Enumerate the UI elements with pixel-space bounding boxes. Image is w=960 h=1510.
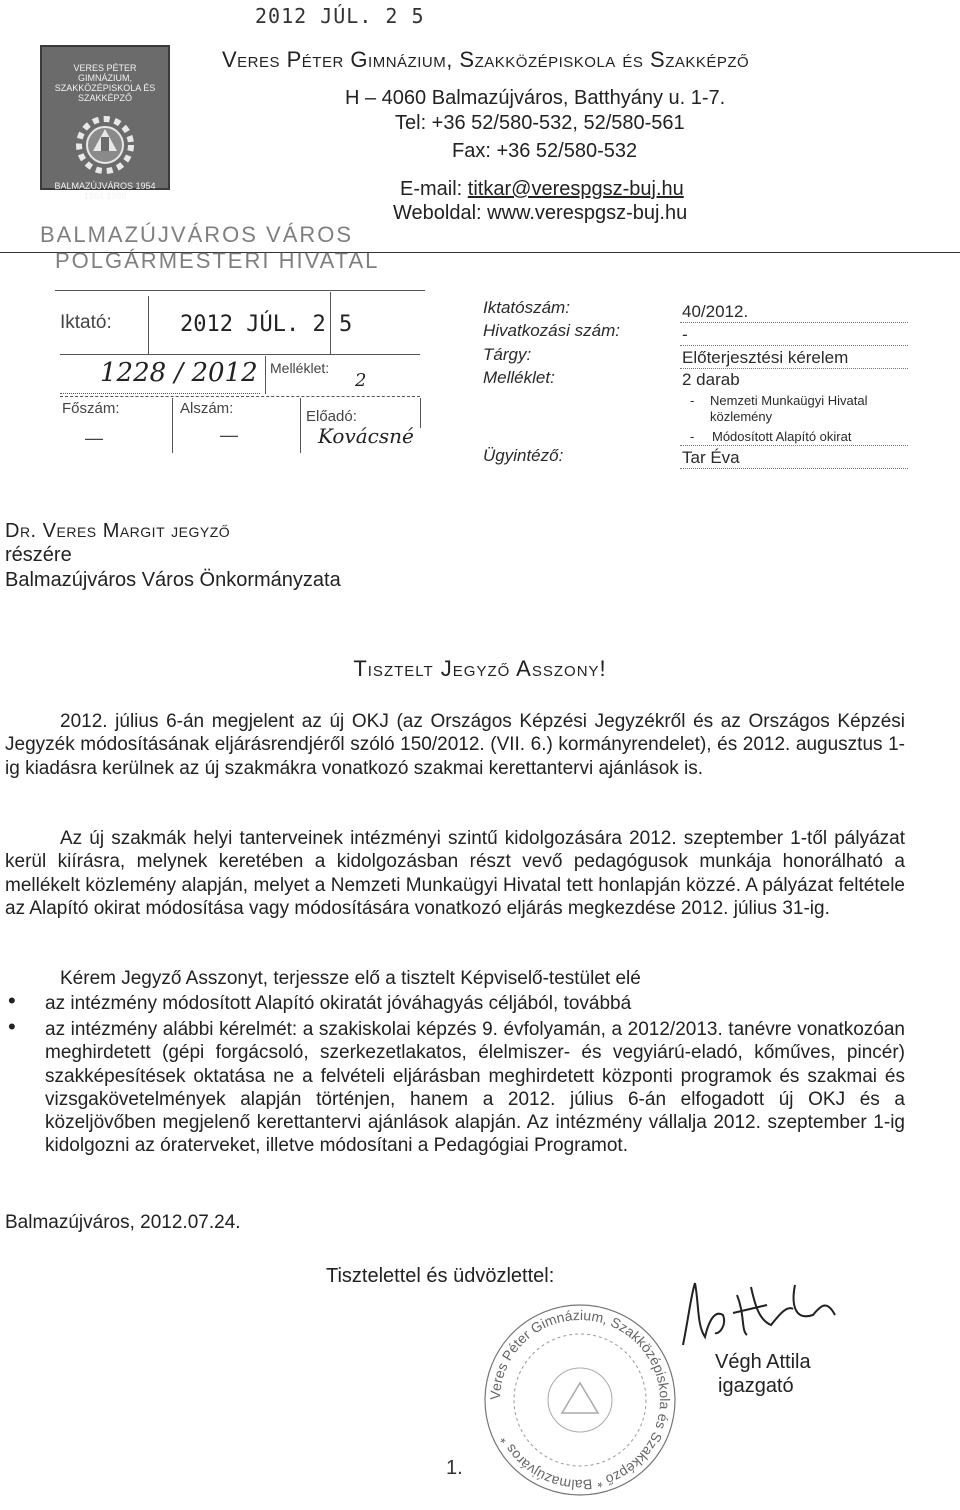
received-stamp-office: POLGÁRMESTERI HIVATAL — [55, 248, 380, 273]
recipient-resz: részére — [5, 544, 72, 566]
iktato-label: Iktató: — [60, 312, 112, 333]
school-phone: Tel: +36 52/580-532, 52/580-561 — [395, 112, 685, 134]
meta-line — [680, 345, 908, 346]
attachment-item-2: Módosított Alapító okirat — [712, 429, 852, 444]
handwritten-received-date: 2012 JÚL. 2 5 — [255, 4, 425, 28]
school-email — [400, 178, 684, 201]
school-fax: Fax: +36 52/580-532 — [452, 140, 638, 162]
signer-name: Végh Attila — [715, 1351, 811, 1373]
date-line: Balmazújváros, 2012.07.24. — [5, 1212, 241, 1233]
logo-bottom-text: BALMAZÚJVÁROS 1954 1964 1998 — [54, 181, 156, 201]
attachment-dash: - — [690, 393, 695, 408]
registry-dotted-line — [60, 393, 260, 394]
iktatoszam-handwritten: 1228 / 2012 — [100, 358, 258, 388]
melleklet-handwritten: 2 — [355, 370, 367, 391]
recipient-name: Dr. Veres Margit jegyző — [5, 520, 231, 542]
school-logo — [40, 45, 170, 201]
signer-title: igazgató — [718, 1375, 794, 1397]
handwritten-signature — [675, 1275, 845, 1360]
meta-label-melleklet: Melléklet: — [483, 368, 555, 387]
email-label: E-mail: — [400, 178, 463, 200]
body-paragraph-1 — [5, 710, 905, 780]
seal-text: Veres Péter Gimnázium, Szakközépiskola és Szakképző * Balmazújváros * — [486, 1306, 674, 1494]
email-link[interactable]: titkar@verespgsz-buj.hu — [467, 178, 684, 200]
meta-label-iktatoszam: Iktatószám: — [483, 298, 570, 317]
closing-phrase: Tisztelettel és üdvözlettel: — [326, 1265, 555, 1287]
meta-value-iktatoszam: 40/2012. — [682, 302, 749, 321]
logo-text: VERES PÉTER GIMNÁZIUM, SZAKKÖZÉPISKOLA ÉS SZAKKÉPZŐ — [54, 63, 156, 103]
paragraph-text: Az új szakmák helyi tanterveinek intézményi szintű kidolgozására 2012. szeptember 1-től pályázat kerül kiírásra, melynek keretében a kidolgozásban részt vevő pedagógusok munkája honorálható a mellékelt közlemény alapján, melyet a Nemzeti Munkaügyi Hivatal tett honlapján közzé. A pályázat feltétele az Alapító okirat módosítása vagy módosítására vonatkozó eljárás megkezdése 2012. július 31-ig. — [5, 828, 905, 919]
body-paragraph-2 — [5, 827, 905, 920]
eloado-label: Előadó: — [306, 408, 357, 425]
foszam-label: Főszám: — [62, 400, 120, 417]
meta-value-melleklet: 2 darab — [682, 370, 740, 389]
website-link[interactable]: www.verespgsz-buj.hu — [487, 202, 688, 224]
attachment-item-1: Nemzeti Munkaügyi Hivatal közlemény — [710, 393, 868, 424]
alszam-dash: — — [220, 425, 238, 445]
school-website — [393, 202, 687, 225]
registry-stamp-border — [55, 290, 425, 291]
registry-stamp-row-line — [60, 354, 420, 355]
melleklet-stamp-label: Melléklet: — [270, 360, 330, 376]
attachment-dash: - — [690, 429, 695, 444]
page-number: 1. — [446, 1457, 463, 1479]
received-stamp-city: BALMAZÚJVÁROS VÁROS — [40, 222, 354, 247]
alszam-label: Alszám: — [180, 400, 234, 417]
bullet-item-1: az intézmény módosított Alapító okiratát jóváhagyás céljából, továbbá — [45, 993, 632, 1014]
meta-label-targy: Tárgy: — [483, 345, 532, 364]
meta-line — [680, 368, 908, 369]
received-date-stamp: 2012 JÚL. 2 5 — [180, 312, 353, 337]
school-seal — [480, 1295, 680, 1505]
meta-label-hivatkozasi: Hivatkozási szám: — [483, 321, 620, 340]
registry-divider — [172, 398, 173, 453]
foszam-dash: — — [85, 428, 103, 448]
meta-line — [680, 468, 908, 469]
registry-divider — [420, 398, 421, 428]
bullet-marker: • — [8, 1014, 16, 1039]
meta-label-ugyintezo: Ügyintéző: — [483, 446, 564, 465]
website-label: Weboldal: — [393, 202, 482, 224]
registry-dashed-line — [60, 396, 420, 397]
bullet-marker: • — [8, 988, 16, 1013]
registry-divider — [330, 292, 331, 354]
eloado-signature: Kovácsné — [318, 424, 414, 448]
registry-divider — [300, 398, 301, 453]
gear-icon — [65, 107, 145, 177]
meta-value-targy: Előterjesztési kérelem — [682, 348, 849, 367]
svg-text:Veres Péter Gimnázium, Szakköz — [487, 1307, 673, 1493]
paragraph-text: 2012. július 6-án megjelent az új OKJ (az Országos Képzési Jegyzékről és az Országos Képzési Jegyzék módosításának eljárásrendjéről szóló 150/2012. (VII. 6.) kormányrendelet), és 2012. augusztus 1-ig kiadásra kerülnek az új szakmákra vonatkozó szakmai kerettantervi ajánlások is. — [5, 711, 905, 779]
salutation: Tisztelt Jegyző Asszony! — [353, 656, 607, 681]
registry-divider — [148, 296, 149, 354]
bullet-item-2: az intézmény alábbi kérelmét: a szakiskolai képzés 9. évfolyamán, a 2012/2013. tanévre vonatkozóan meghirdetett (gépi forgácsoló, szerkezetlakatos, élelmiszer- és vegyiárú-eladó, kőműves, pincér) szakképesítések oktatása ne a felvételi eljárásban meghirdetett központi programok és szakmai és vizsgakövetelmények alapján történjen, hanem a 2012. július 6-án elfogadott új OKJ és a közeljövőben megjelenő kerettantervi ajánlások alapján. Az intézmény vállalja 2012. szeptember 1-ig kidolgozni az óraterveket, illetve módosítani a Pedagógiai Programot. — [45, 1019, 905, 1157]
body-paragraph-3 — [5, 967, 905, 990]
meta-line — [680, 322, 908, 323]
meta-value-hivatkozasi: - — [682, 325, 688, 344]
paragraph-text: Kérem Jegyző Asszonyt, terjessze elő a tisztelt Képviselő-testület elé — [60, 968, 641, 989]
school-name: Veres Péter Gimnázium, Szakközépiskola és Szakképző — [222, 47, 750, 72]
school-address: H – 4060 Balmazújváros, Batthyány u. 1-7. — [345, 87, 726, 109]
registry-divider — [265, 356, 266, 394]
recipient-organization: Balmazújváros Város Önkormányzata — [5, 569, 341, 591]
meta-line — [680, 445, 908, 446]
meta-value-ugyintezo: Tar Éva — [682, 448, 740, 467]
